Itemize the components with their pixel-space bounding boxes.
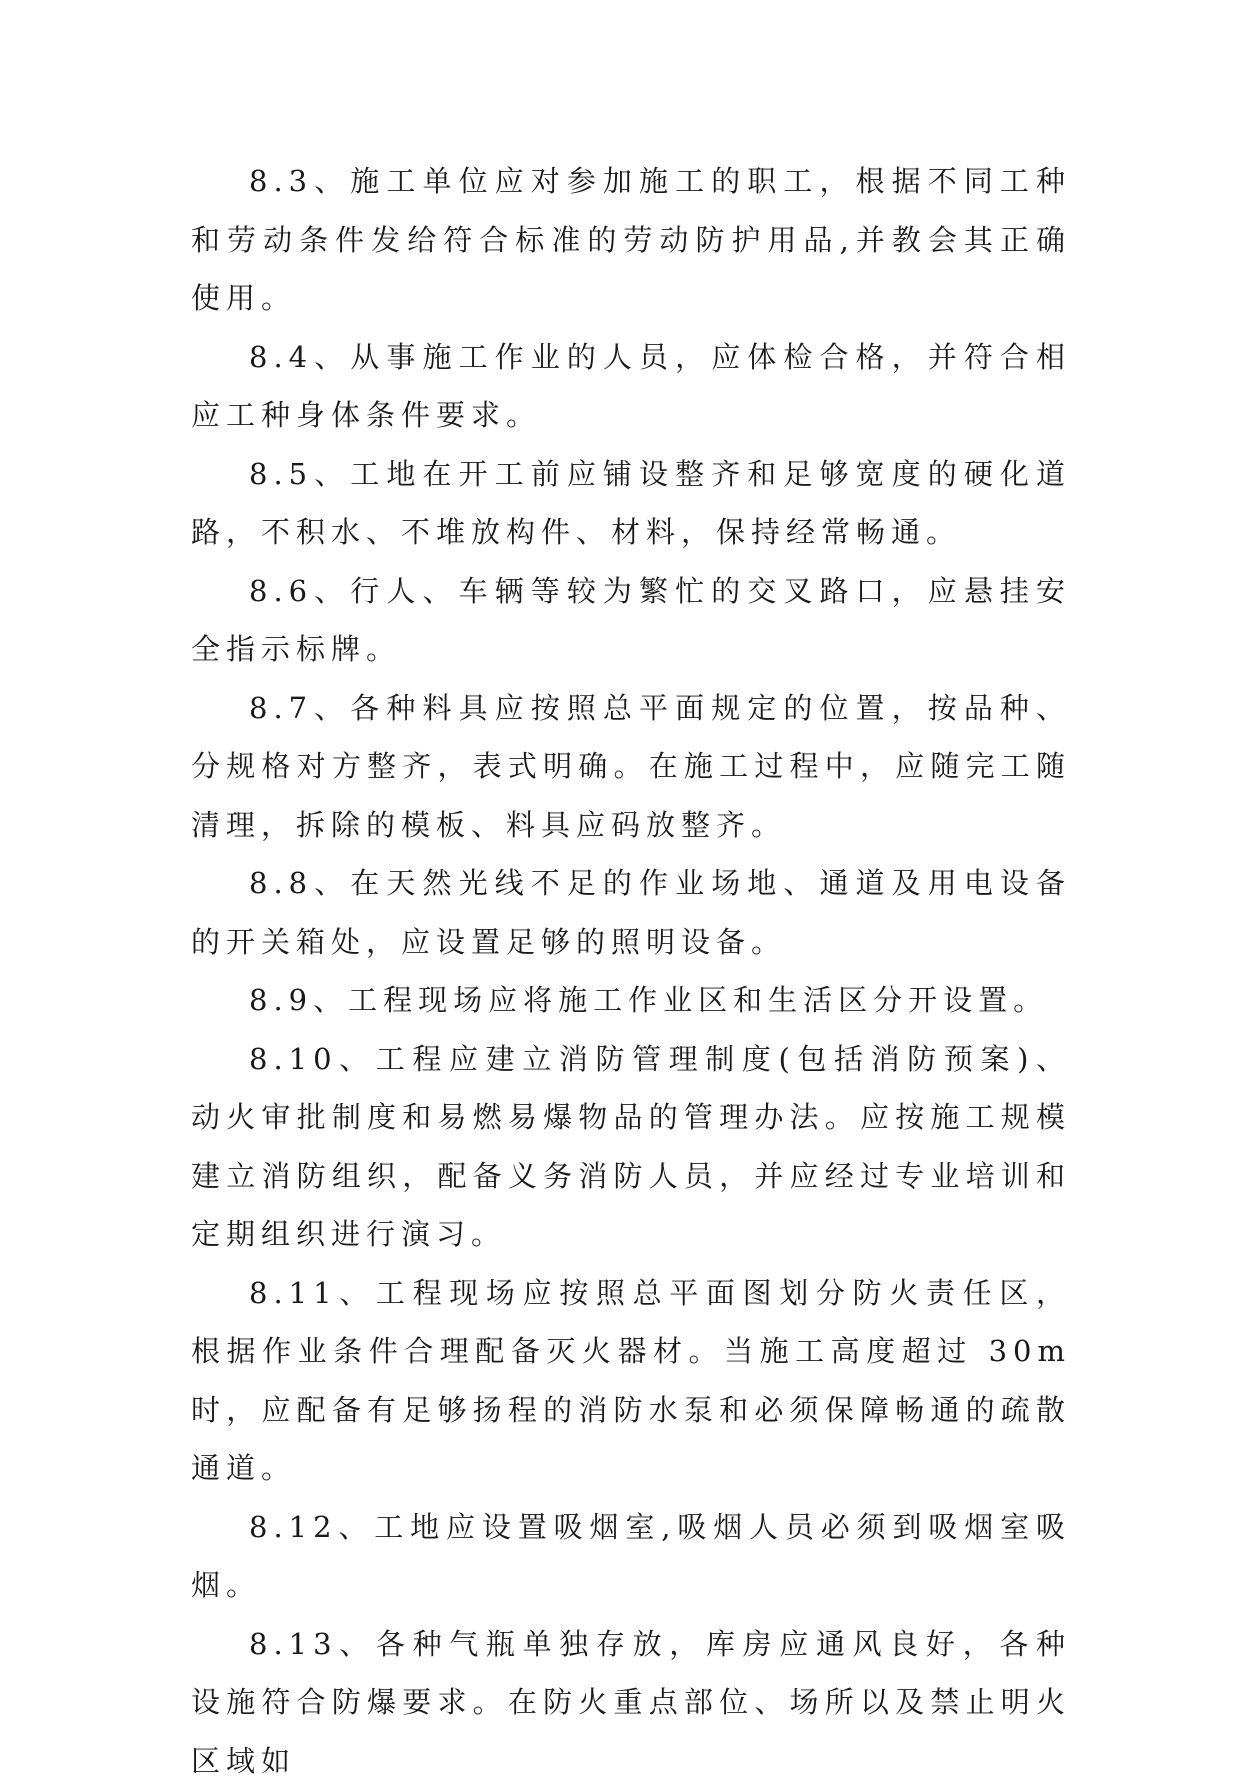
paragraph-8-5: 8.5、工地在开工前应铺设整齐和足够宽度的硬化道路，不积水、不堆放构件、材料，保持经常畅通。 [191,445,1071,562]
paragraph-8-9: 8.9、工程现场应将施工作业区和生活区分开设置。 [191,971,1071,1030]
paragraph-8-8: 8.8、在天然光线不足的作业场地、通道及用电设备的开关箱处，应设置足够的照明设备。 [191,854,1071,971]
paragraph-8-3: 8.3、施工单位应对参加施工的职工，根据不同工种和劳动条件发给符合标准的劳动防护用品,并教会其正确使用。 [191,152,1071,328]
paragraph-8-13: 8.13、各种气瓶单独存放，库房应通风良好，各种设施符合防爆要求。在防火重点部位、场所以及禁止明火区域如 [191,1615,1071,1790]
paragraph-8-11: 8.11、工程现场应按照总平面图划分防火责任区，根据作业条件合理配备灭火器材。当施工高度超过 30m 时，应配备有足够扬程的消防水泵和必须保障畅通的疏散通道。 [191,1264,1071,1498]
paragraph-8-12: 8.12、工地应设置吸烟室,吸烟人员必须到吸烟室吸烟。 [191,1498,1071,1615]
document-body [191,152,1071,1790]
paragraph-8-10: 8.10、工程应建立消防管理制度(包括消防预案)、动火审批制度和易燃易爆物品的管理办法。应按施工规模建立消防组织，配备义务消防人员，并应经过专业培训和定期组织进行演习。 [191,1030,1071,1264]
paragraph-8-6: 8.6、行人、车辆等较为繁忙的交叉路口，应悬挂安全指示标牌。 [191,562,1071,679]
paragraph-8-4: 8.4、从事施工作业的人员，应体检合格，并符合相应工种身体条件要求。 [191,328,1071,445]
paragraph-8-7: 8.7、各种料具应按照总平面规定的位置，按品种、分规格对方整齐，表式明确。在施工过程中，应随完工随清理，拆除的模板、料具应码放整齐。 [191,679,1071,855]
